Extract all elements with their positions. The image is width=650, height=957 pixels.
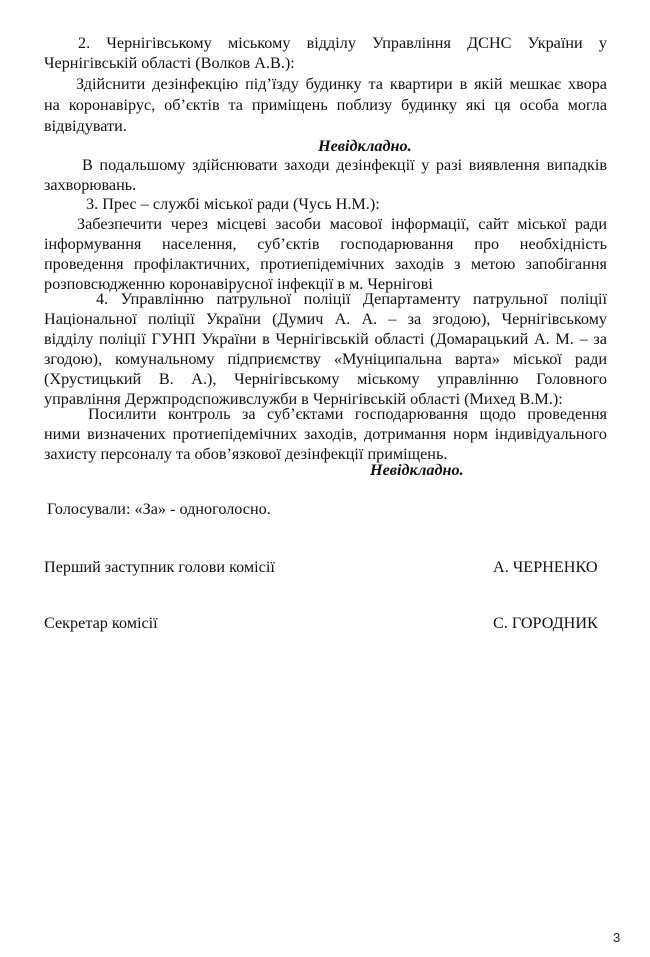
followup-text: захворювань. [44,176,137,194]
section-2-heading-cont: Чернігівській області (Волков А.В.): [44,54,295,72]
section-3-text: проведення профілактичних, протиепідемічних заходів з метою запобігання [44,255,607,273]
section-2-heading: 2. Чернігівському міському відділу Управління ДСНС України у [78,34,607,52]
section-4-text: захисту персоналу та обов’язкової дезінфекції приміщень. [44,445,448,463]
section-3-heading: 3. Прес – службі міської ради (Чусь Н.М.): [86,195,380,213]
section-4-heading: (Хрустицький В. А.), Чернігівському міському управлінню Головного [44,370,607,388]
page-number: 3 [613,930,621,945]
signature-name: А. ЧЕРНЕНКО [493,558,598,576]
section-3-text: розповсюдженню коронавірусної інфекції в м. Чернігові [44,275,433,293]
signature-title: Секретар комісії [44,614,158,632]
section-2-text: відвідувати. [44,117,127,135]
urgency-label: Невідкладно. [370,461,464,479]
section-4-heading: згодою), комунальному підприємству «Муніципальна варта» міської ради [44,350,607,368]
section-4-heading: управління Держпродспоживслужби в Чернігівській області (Михед В.М.): [44,390,563,408]
section-4-heading: 4. Управлінню патрульної поліції Департаменту патрульної поліції [96,290,607,308]
signature-name: С. ГОРОДНИК [493,614,598,632]
section-3-text: інформування населення, суб’єктів господарювання про необхідність [44,235,607,253]
signature-title: Перший заступник голови комісії [44,558,275,576]
followup-text: В подальшому здійснювати заходи дезінфекції у разі виявлення випадків [82,156,607,174]
section-4-heading: Національної поліції України (Думич А. А. – за згодою), Чернігівському [44,310,607,328]
section-2-text: на коронавірус, об’єктів та приміщень поблизу будинку які ця особа могла [44,96,607,114]
vote-result: Голосували: «За» - одноголосно. [47,500,271,518]
section-4-text: Посилити контроль за суб’єктами господарювання щодо проведення [88,405,607,423]
section-4-text: ними визначених протиепідемічних заходів, дотримання норм індивідуального [44,425,607,443]
section-4-heading: відділу поліції ГУНП України в Чернігівській області (Домарацький А. М. – за [44,330,607,348]
section-2-text: Здійснити дезінфекцію під’їзду будинку та квартири в якій мешкає хвора [76,75,607,93]
urgency-label: Невідкладно. [318,137,412,155]
section-3-text: Забезпечити через місцеві засоби масової інформації, сайт міської ради [77,215,607,233]
